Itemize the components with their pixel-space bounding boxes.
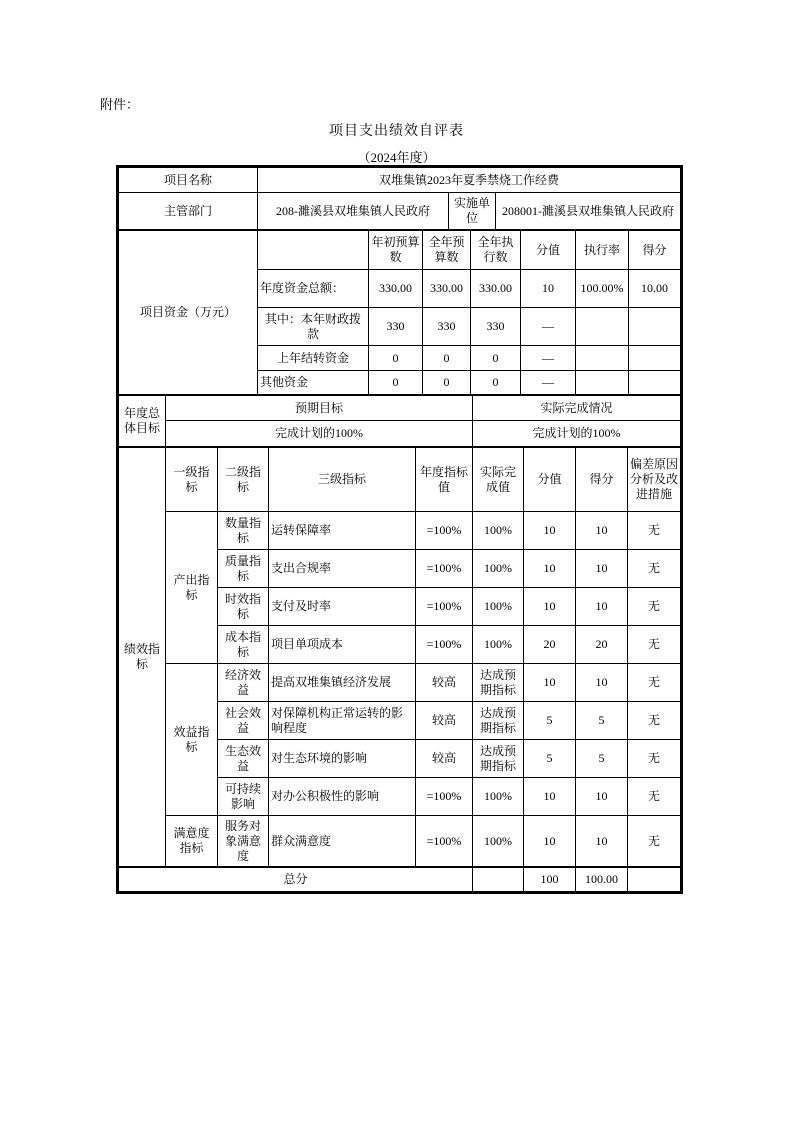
funding-col-header-executed: 全年执行数: [471, 231, 521, 270]
actual-value-cell: 达成预期指标: [473, 702, 524, 740]
level2-cell: 服务对象满意度: [218, 816, 269, 867]
indicator-row: [119, 816, 681, 867]
funding-label-cell: 其他资金: [258, 371, 369, 395]
funding-label-cell: 年度资金总额：: [258, 270, 369, 308]
deviation-cell: 无: [628, 778, 681, 816]
indicators-header-row: [119, 448, 681, 512]
implement-unit-cell: 208001-濉溪县双堆集镇人民政府: [496, 193, 681, 230]
actual-value-cell: 100%: [473, 512, 524, 550]
indicator-col-header-score: 得分: [576, 448, 628, 512]
level1-cell: 满意度指标: [166, 816, 218, 867]
indicator-col-header-level1: 一级指标: [166, 448, 218, 512]
indicator-col-header-target: 年度指标值: [416, 448, 473, 512]
funding-rate-cell: [576, 346, 629, 371]
actual-value-cell: 100%: [473, 626, 524, 664]
indicator-col-header-weight: 分值: [524, 448, 576, 512]
deviation-cell: 无: [628, 740, 681, 778]
deviation-cell: 无: [628, 702, 681, 740]
indicator-col-header-actual: 实际完成值: [473, 448, 524, 512]
funding-col-header-annual: 全年预算数: [423, 231, 471, 270]
target-value-cell: 较高: [416, 664, 473, 702]
target-value-cell: =100%: [416, 512, 473, 550]
indicators-table: [118, 447, 681, 867]
expected-goal-header-cell: 预期目标: [166, 396, 473, 421]
funding-weight-cell: —: [521, 371, 576, 395]
project-name-row: [119, 168, 681, 193]
score-cell: 10: [576, 778, 628, 816]
funding-score-cell: [629, 371, 681, 395]
deviation-cell: 无: [628, 588, 681, 626]
weight-cell: 5: [524, 702, 576, 740]
level3-cell: 提高双堆集镇经济发展: [269, 664, 416, 702]
score-cell: 20: [576, 626, 628, 664]
goal-header-row: [119, 396, 681, 421]
total-table: [118, 867, 681, 892]
target-value-cell: =100%: [416, 626, 473, 664]
goal-row-label-cell: 年度总体目标: [119, 396, 166, 447]
department-cell: 208-濉溪县双堆集镇人民政府: [258, 193, 449, 230]
weight-cell: 10: [524, 588, 576, 626]
funding-score-cell: 10.00: [629, 270, 681, 308]
indicator-col-header-level3: 三级指标: [269, 448, 416, 512]
target-value-cell: =100%: [416, 816, 473, 867]
level3-cell: 支付及时率: [269, 588, 416, 626]
total-blank-cell: [473, 868, 524, 892]
target-value-cell: =100%: [416, 588, 473, 626]
funding-annual-cell: 0: [423, 371, 471, 395]
target-value-cell: =100%: [416, 550, 473, 588]
deviation-cell: 无: [628, 626, 681, 664]
funding-col-header-rate: 执行率: [576, 231, 629, 270]
implement-unit-label-cell: 实施单位: [449, 193, 496, 230]
funding-col-header-weight: 分值: [521, 231, 576, 270]
weight-cell: 5: [524, 740, 576, 778]
level2-cell: 数量指标: [218, 512, 269, 550]
funding-annual-cell: 330.00: [423, 270, 471, 308]
score-cell: 10: [576, 588, 628, 626]
indicators-row-label-cell: 绩效指标: [119, 448, 166, 867]
attachment-label: 附件：: [100, 97, 140, 112]
score-cell: 10: [576, 512, 628, 550]
funding-annual-cell: 330: [423, 308, 471, 346]
deviation-cell: 无: [628, 512, 681, 550]
basic-info-table: [118, 167, 681, 230]
indicator-row: [119, 512, 681, 550]
funding-col-header-score: 得分: [629, 231, 681, 270]
level2-cell: 质量指标: [218, 550, 269, 588]
level2-cell: 可持续影响: [218, 778, 269, 816]
total-score-cell: 100.00: [576, 868, 628, 892]
self-evaluation-table: [116, 165, 683, 894]
weight-cell: 10: [524, 550, 576, 588]
level3-cell: 群众满意度: [269, 816, 416, 867]
level2-cell: 社会效益: [218, 702, 269, 740]
level3-cell: 运转保障率: [269, 512, 416, 550]
funding-rate-cell: [576, 371, 629, 395]
weight-cell: 10: [524, 512, 576, 550]
funding-rate-cell: [576, 308, 629, 346]
actual-value-cell: 100%: [473, 588, 524, 626]
actual-goal-header-cell: 实际完成情况: [473, 396, 681, 421]
deviation-cell: 无: [628, 550, 681, 588]
level1-cell: 效益指标: [166, 664, 218, 816]
actual-goal-cell: 完成计划的100%: [473, 421, 681, 447]
level3-cell: 支出合规率: [269, 550, 416, 588]
funding-initial-cell: 0: [369, 371, 423, 395]
funding-initial-cell: 330.00: [369, 270, 423, 308]
target-value-cell: =100%: [416, 778, 473, 816]
project-name-cell: 双堆集镇2023年夏季禁烧工作经费: [258, 168, 681, 193]
level2-cell: 时效指标: [218, 588, 269, 626]
score-cell: 10: [576, 664, 628, 702]
annual-goal-table: [118, 395, 681, 447]
indicator-row: [119, 664, 681, 702]
weight-cell: 10: [524, 816, 576, 867]
funding-col-header-initial: 年初预算数: [369, 231, 423, 270]
deviation-cell: 无: [628, 816, 681, 867]
total-weight-cell: 100: [524, 868, 576, 892]
total-deviation-blank-cell: [628, 868, 681, 892]
actual-value-cell: 达成预期指标: [473, 740, 524, 778]
level3-cell: 对办公积极性的影响: [269, 778, 416, 816]
department-row: [119, 193, 681, 230]
indicator-col-header-deviation: 偏差原因分析及改进措施: [628, 448, 681, 512]
page-title: 项目支出绩效自评表: [329, 124, 464, 139]
level2-cell: 生态效益: [218, 740, 269, 778]
funding-weight-cell: 10: [521, 270, 576, 308]
actual-value-cell: 100%: [473, 816, 524, 867]
weight-cell: 10: [524, 778, 576, 816]
level3-cell: 对生态环境的影响: [269, 740, 416, 778]
target-value-cell: 较高: [416, 740, 473, 778]
weight-cell: 20: [524, 626, 576, 664]
funding-weight-cell: —: [521, 308, 576, 346]
deviation-cell: 无: [628, 664, 681, 702]
page-subtitle: （2024年度）: [357, 150, 436, 165]
funding-table: [118, 230, 681, 395]
indicator-col-header-level2: 二级指标: [218, 448, 269, 512]
funding-annual-cell: 0: [423, 346, 471, 371]
funding-executed-cell: 330.00: [471, 270, 521, 308]
funding-executed-cell: 0: [471, 371, 521, 395]
department-label-cell: 主管部门: [119, 193, 258, 230]
funding-score-cell: [629, 308, 681, 346]
actual-value-cell: 100%: [473, 550, 524, 588]
funding-label-cell: 上年结转资金: [258, 346, 369, 371]
level3-cell: 项目单项成本: [269, 626, 416, 664]
level2-cell: 成本指标: [218, 626, 269, 664]
project-name-label-cell: 项目名称: [119, 168, 258, 193]
goal-value-row: [119, 421, 681, 447]
funding-header-row: [119, 231, 681, 270]
level2-cell: 经济效益: [218, 664, 269, 702]
score-cell: 10: [576, 550, 628, 588]
funding-initial-cell: 330: [369, 308, 423, 346]
funding-executed-cell: 0: [471, 346, 521, 371]
funding-rate-cell: 100.00%: [576, 270, 629, 308]
funding-weight-cell: —: [521, 346, 576, 371]
funding-blank-header-cell: [258, 231, 369, 270]
funding-row-label-cell: 项目资金（万元）: [119, 231, 258, 395]
actual-value-cell: 达成预期指标: [473, 664, 524, 702]
funding-score-cell: [629, 346, 681, 371]
actual-value-cell: 100%: [473, 778, 524, 816]
expected-goal-cell: 完成计划的100%: [166, 421, 473, 447]
score-cell: 5: [576, 740, 628, 778]
funding-initial-cell: 0: [369, 346, 423, 371]
funding-executed-cell: 330: [471, 308, 521, 346]
total-row: [119, 868, 681, 892]
level1-cell: 产出指标: [166, 512, 218, 664]
funding-label-cell: 其中：本年财政拨款: [258, 308, 369, 346]
score-cell: 10: [576, 816, 628, 867]
weight-cell: 10: [524, 664, 576, 702]
level3-cell: 对保障机构正常运转的影响程度: [269, 702, 416, 740]
target-value-cell: 较高: [416, 702, 473, 740]
score-cell: 5: [576, 702, 628, 740]
total-label-cell: 总分: [119, 868, 473, 892]
